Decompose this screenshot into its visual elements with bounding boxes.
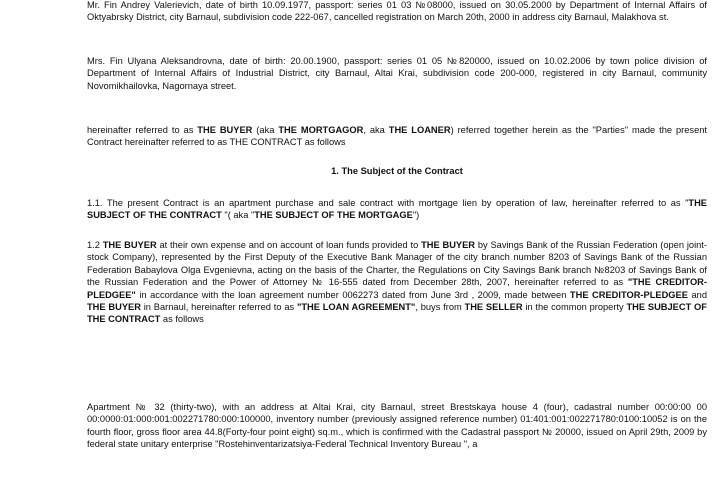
section-heading: 1. The Subject of the Contract <box>331 166 463 176</box>
clause-1-2-paragraph: 1.2 THE BUYER at their own expense and on account of loan funds provided to THE BUYER by Savings Bank of the Russian Federation (open joint-stock Company), represented by the First Deputy of the Executive Bank Manager of the city branch number 8203 of Savings Bank of the Russian Federation Babaylova Olga Evgenievna, acting on the basis of the Charter, the Regulations on City Savings Bank branch №8203 of Savings Bank of the Russian Federation and the Power of Attorney № 16-555 dated from December 28th, 2007, hereinafter referred to as "THE CREDITOR-PLEDGEE" in accordance with the loan agreement number 0062273 dated from June 3rd , 2009, made between THE CREDITOR-PLEDGEE and THE BUYER in Barnaul, hereinafter referred to as "THE LOAN AGREEMENT", buys from THE SELLER in the common property THE SUBJECT OF THE CONTRACT as follows <box>87 240 707 325</box>
party-seller-husband-paragraph: Mr. Fin Andrey Valerievich, date of birth 10.09.1977, passport: series 01 03 №08000, issued on 30.05.2000 by Department of Internal Affairs of Oktyabrsky District, city Barnaul, subdivision code 222-067, cancelled registration on March 20th, 2000 in address city Barnaul, Malakhova st. <box>87 0 707 23</box>
party-seller-wife-paragraph: Mrs. Fin Ulyana Aleksandrovna, date of birth: 20.00.1900, passport: series 01 05 №820000, issued on 10.02.2006 by town police division of Department of Internal Affairs of Industrial District, city Barnaul, Altai Krai, subdivision code 200-000, registered in city Barnaul, community Novomikhailovka, Nagornaya street. <box>87 56 707 91</box>
clause-1-1-paragraph: 1.1. The present Contract is an apartment purchase and sale contract with mortgage lien by operation of law, hereinafter referred to as "THE SUBJECT OF THE CONTRACT "( aka "THE SUBJECT OF THE MORTGAGE") <box>87 198 707 221</box>
buyer-definition-paragraph: hereinafter referred to as THE BUYER (aka THE MORTGAGOR, aka THE LOANER) referred together herein as the "Parties" made the present Contract hereinafter referred to as THE CONTRACT as follows <box>87 125 707 148</box>
apartment-description-paragraph: Apartment № 32 (thirty-two), with an address at Altai Krai, city Barnaul, street Brestskaya house 4 (four), cadastral number 00:00:00 00 00:0000:01:000:001:002271780:000:100000, inventory number (previously assigned reference number) 01:401:001:002271780:0100:10052 is on the fourth floor, gross floor area 44.8(Forty-four point eight) sq.m., which is confirmed with the Cadastral passport № 20000, issued on April 29th, 2009 by federal state unitary enterprise "Rostehinventarizatsiya-Federal Technical Inventory Bureau ", a <box>87 402 707 450</box>
